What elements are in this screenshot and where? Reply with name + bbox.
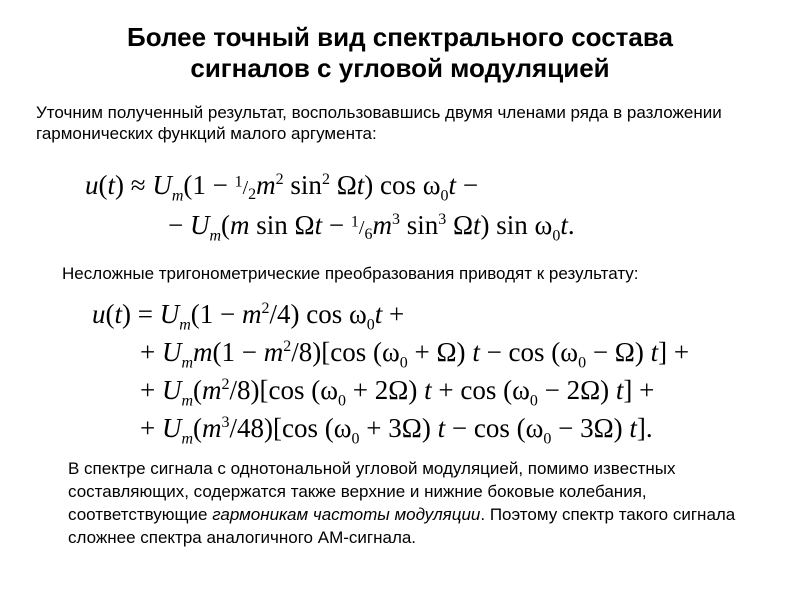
result-formula-line-2: + $U_mm(1 - m^2/8)[\cos$ $(\omega_0 + \Omega) t - \cos (\omega_0 - \Omega) t$] + <box>140 337 690 372</box>
transition-paragraph: Несложные тригонометрические преобразования приводят к результату: <box>62 264 639 283</box>
conclusion-text-part-2: . Поэтому спектр такого сигнала сложнее спектра аналогичного АМ-сигнала. <box>68 505 736 547</box>
slide-title-line-2: сигналов с угловой модуляцией <box>190 53 610 83</box>
conclusion-paragraph <box>68 457 768 549</box>
conclusion-emphasis: гармоникам частоты модуляции <box>212 505 481 524</box>
slide-title <box>60 22 740 84</box>
result-formula-line-4: + $U_m(m^3/48)[\cos$ $(\omega_0 + 3\Omega) t - \cos (\omega_0 - 3\Omega)$ t]. <box>140 413 653 448</box>
slide-title-line-1: Более точный вид спектрального состава <box>127 22 673 52</box>
result-formula-line-3: + $U_m(m^2/8)[\cos$ $(\omega_0 + 2\Omega) t + \cos (\omega_0 - 2\Omega) t$] + <box>140 375 655 410</box>
result-formula-line-1: $u(t) = U_m(1 - m^2/4)$ $\cos \omega_0t$ + <box>92 299 405 334</box>
approximation-formula-line-2: − $U_m(m$ $\sin \Omega t - ^1/_6m^3$ $\sin^3 \Omega t$) $\sin \omega_0t$. <box>168 210 575 245</box>
approximation-formula-line-1: $u(t) \approx U_m(1 - ^1/_2m^2$ $\sin^2 \Omega t$) $\cos \omega_0t$ − <box>85 170 479 205</box>
conclusion-text-part-1: В спектре сигнала с однотональной угловой модуляцией, помимо известных составляющих, содержатся также верхние и нижние боковые колебания, соответствующие <box>68 459 676 524</box>
intro-paragraph: Уточним полученный результат, воспользовавшись двумя членами ряда в разложении гармонических функций малого аргумента: <box>36 103 722 143</box>
